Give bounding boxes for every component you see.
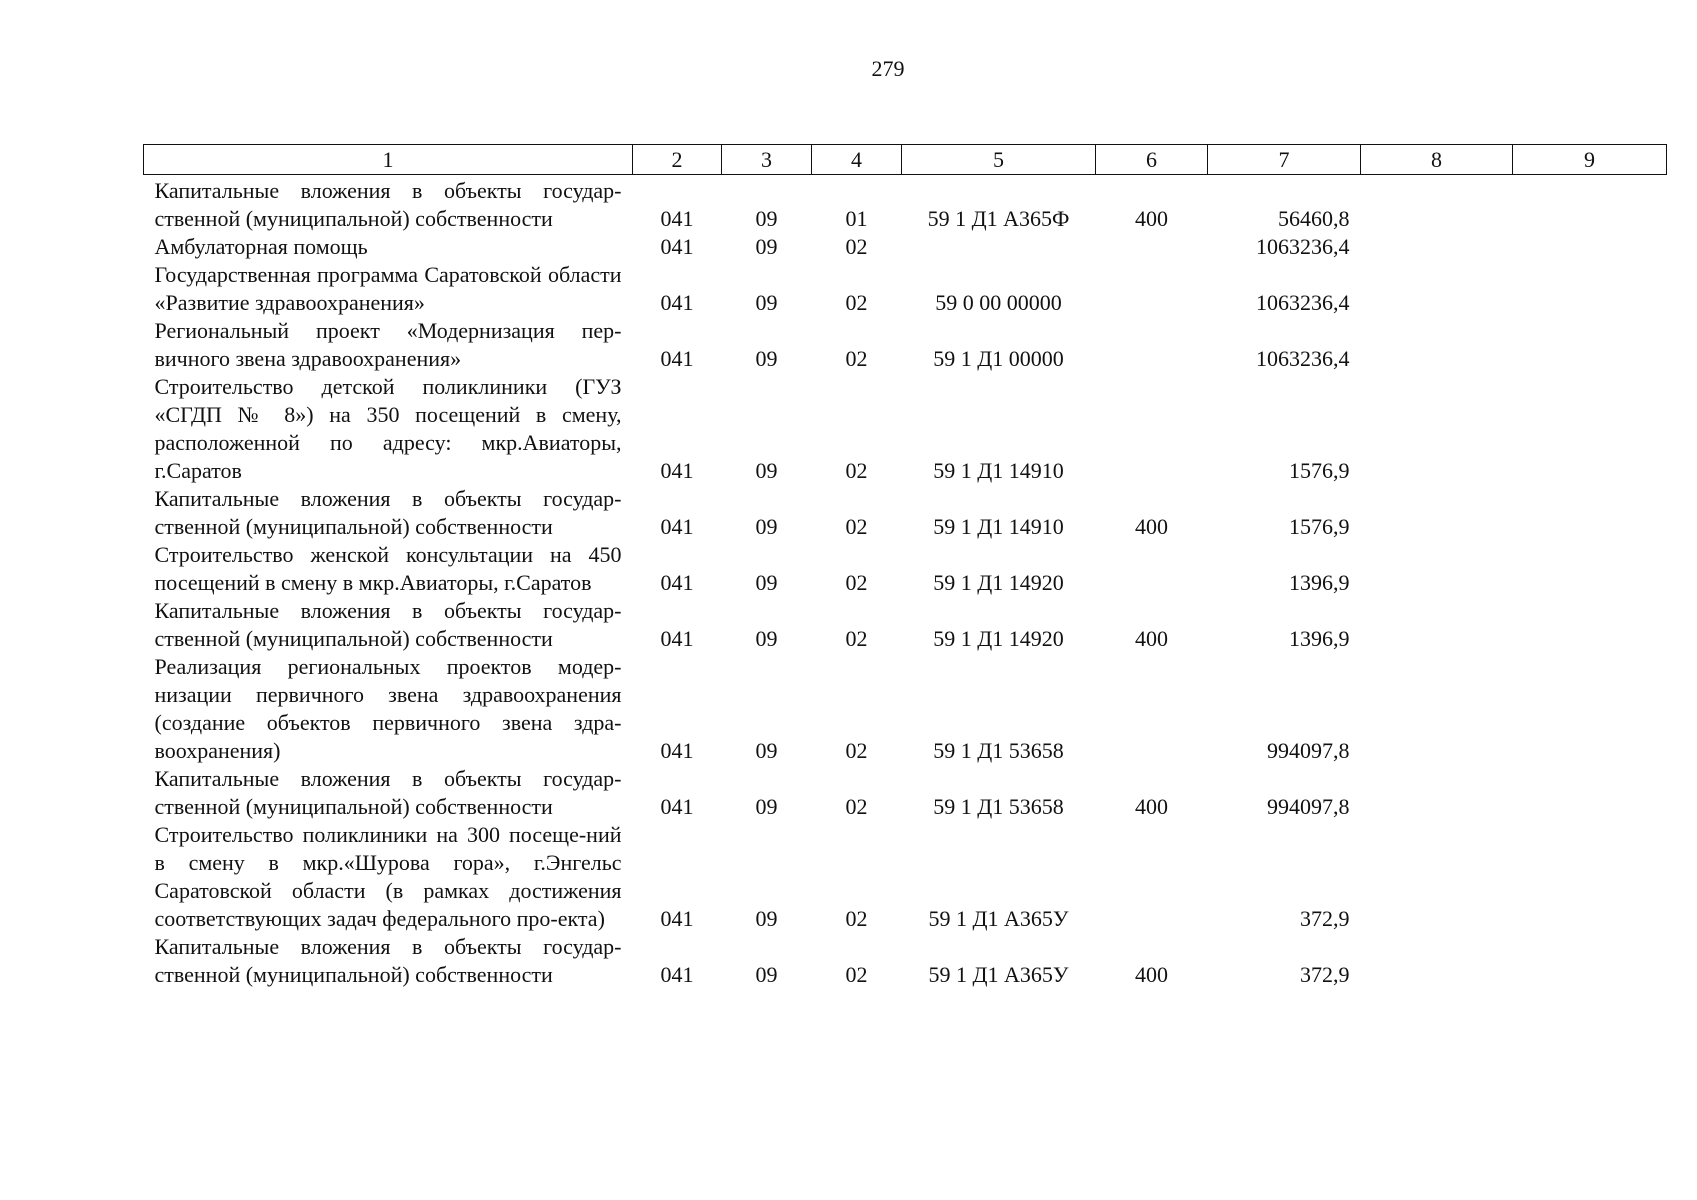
expense-type-code: 400 <box>1135 514 1168 539</box>
target-article-code: 59 1 Д1 14910 <box>933 514 1064 539</box>
amount: 1063236,4 <box>1256 346 1350 371</box>
expense-type-code <box>1096 653 1208 765</box>
section-code: 09 <box>755 626 778 651</box>
section-code: 09 <box>755 570 778 595</box>
table-row <box>144 175 1667 234</box>
table-row <box>144 317 1667 373</box>
expense-type-code: 400 <box>1135 626 1168 651</box>
target-article-code: 59 1 Д1 А365У <box>928 962 1069 987</box>
table-row <box>144 765 1667 821</box>
table-row <box>144 821 1667 933</box>
section-code: 09 <box>755 906 778 931</box>
amount-col8 <box>1361 373 1513 485</box>
subsection-code: 02 <box>845 290 868 315</box>
page-number: 279 <box>871 56 905 81</box>
amount: 372,9 <box>1300 906 1350 931</box>
subsection-code: 02 <box>845 234 868 259</box>
column-header: 1 <box>144 145 633 175</box>
section-code: 09 <box>755 458 778 483</box>
amount-col9 <box>1513 317 1667 373</box>
ministry-code: 041 <box>660 206 694 231</box>
amount-col9 <box>1513 261 1667 317</box>
amount: 1576,9 <box>1289 514 1350 539</box>
amount-col9 <box>1513 373 1667 485</box>
column-header: 9 <box>1513 145 1667 175</box>
row-name: Капитальные вложения в объекты государ-ственной (муниципальной) собственности <box>154 178 622 231</box>
amount: 994097,8 <box>1267 794 1350 819</box>
target-article-code: 59 0 00 00000 <box>935 290 1062 315</box>
amount-col8 <box>1361 653 1513 765</box>
subsection-code: 02 <box>845 626 868 651</box>
ministry-code: 041 <box>660 346 694 371</box>
amount-col9 <box>1513 541 1667 597</box>
expense-type-code: 400 <box>1135 206 1168 231</box>
row-name: Капитальные вложения в объекты государ-ственной (муниципальной) собственности <box>154 486 622 539</box>
column-header: 4 <box>812 145 902 175</box>
row-name: Строительство женской консультации на 450 посещений в смену в мкр.Авиаторы, г.Саратов <box>154 542 622 595</box>
expense-type-code <box>1096 821 1208 933</box>
amount-col9 <box>1513 485 1667 541</box>
budget-table <box>143 144 1667 989</box>
expense-type-code <box>1096 233 1208 261</box>
row-name: Региональный проект «Модернизация пер-вичного звена здравоохранения» <box>154 318 622 371</box>
amount: 56460,8 <box>1278 206 1350 231</box>
column-header: 7 <box>1208 145 1361 175</box>
amount-col9 <box>1513 175 1667 234</box>
target-article-code: 59 1 Д1 А365У <box>928 906 1069 931</box>
expense-type-code <box>1096 317 1208 373</box>
amount: 1063236,4 <box>1256 234 1350 259</box>
table-row <box>144 373 1667 485</box>
ministry-code: 041 <box>660 626 694 651</box>
subsection-code: 02 <box>845 794 868 819</box>
section-code: 09 <box>755 346 778 371</box>
section-code: 09 <box>755 290 778 315</box>
row-name: Реализация региональных проектов модер-низации первичного звена здравоохранения (создание объектов первичного звена здра-воохранения) <box>154 654 622 763</box>
section-code: 09 <box>755 234 778 259</box>
subsection-code: 02 <box>845 962 868 987</box>
column-header: 3 <box>722 145 812 175</box>
target-article-code: 59 1 Д1 14920 <box>933 626 1064 651</box>
ministry-code: 041 <box>660 738 694 763</box>
table-row <box>144 933 1667 989</box>
section-code: 09 <box>755 738 778 763</box>
table-row <box>144 541 1667 597</box>
target-article-code: 59 1 Д1 53658 <box>933 738 1064 763</box>
target-article-code: 59 1 Д1 А365Ф <box>927 206 1070 231</box>
amount: 1576,9 <box>1289 458 1350 483</box>
ministry-code: 041 <box>660 570 694 595</box>
amount-col8 <box>1361 765 1513 821</box>
table-row <box>144 597 1667 653</box>
amount: 372,9 <box>1300 962 1350 987</box>
row-name: Амбулаторная помощь <box>154 234 368 259</box>
subsection-code: 02 <box>845 906 868 931</box>
subsection-code: 01 <box>845 206 868 231</box>
section-code: 09 <box>755 206 778 231</box>
target-article-code <box>902 233 1096 261</box>
section-code: 09 <box>755 794 778 819</box>
amount-col8 <box>1361 233 1513 261</box>
ministry-code: 041 <box>660 794 694 819</box>
ministry-code: 041 <box>660 514 694 539</box>
amount-col9 <box>1513 933 1667 989</box>
amount-col8 <box>1361 485 1513 541</box>
row-name: Строительство детской поликлиники (ГУЗ «СГДП № 8») на 350 посещений в смену, расположенной по адресу: мкр.Авиаторы, г.Саратов <box>154 374 622 483</box>
target-article-code: 59 1 Д1 14920 <box>933 570 1064 595</box>
row-name: Строительство поликлиники на 300 посеще-ний в смену в мкр.«Шурова гора», г.Энгельс Саратовской области (в рамках достижения соответствующих задач федерального про-екта) <box>154 822 622 931</box>
expense-type-code <box>1096 373 1208 485</box>
target-article-code: 59 1 Д1 14910 <box>933 458 1064 483</box>
table-row <box>144 653 1667 765</box>
amount-col9 <box>1513 653 1667 765</box>
column-number-header-row <box>144 145 1667 175</box>
ministry-code: 041 <box>660 234 694 259</box>
amount-col8 <box>1361 175 1513 234</box>
section-code: 09 <box>755 962 778 987</box>
table-row <box>144 233 1667 261</box>
subsection-code: 02 <box>845 346 868 371</box>
column-header: 5 <box>902 145 1096 175</box>
amount-col8 <box>1361 821 1513 933</box>
column-header: 6 <box>1096 145 1208 175</box>
table-row <box>144 261 1667 317</box>
amount-col8 <box>1361 597 1513 653</box>
amount: 1396,9 <box>1289 570 1350 595</box>
ministry-code: 041 <box>660 458 694 483</box>
ministry-code: 041 <box>660 962 694 987</box>
amount-col8 <box>1361 933 1513 989</box>
expense-type-code <box>1096 541 1208 597</box>
amount: 994097,8 <box>1267 738 1350 763</box>
ministry-code: 041 <box>660 290 694 315</box>
section-code: 09 <box>755 514 778 539</box>
expense-type-code: 400 <box>1135 794 1168 819</box>
amount-col8 <box>1361 317 1513 373</box>
amount-col9 <box>1513 597 1667 653</box>
amount-col8 <box>1361 541 1513 597</box>
target-article-code: 59 1 Д1 53658 <box>933 794 1064 819</box>
amount-col8 <box>1361 261 1513 317</box>
column-header: 2 <box>633 145 722 175</box>
row-name: Капитальные вложения в объекты государ-ственной (муниципальной) собственности <box>154 934 622 987</box>
subsection-code: 02 <box>845 514 868 539</box>
subsection-code: 02 <box>845 738 868 763</box>
amount-col9 <box>1513 233 1667 261</box>
row-name: Государственная программа Саратовской области «Развитие здравоохранения» <box>154 262 622 315</box>
row-name: Капитальные вложения в объекты государ-ственной (муниципальной) собственности <box>154 598 622 651</box>
target-article-code: 59 1 Д1 00000 <box>933 346 1064 371</box>
amount: 1063236,4 <box>1256 290 1350 315</box>
column-header: 8 <box>1361 145 1513 175</box>
row-name: Капитальные вложения в объекты государ-ственной (муниципальной) собственности <box>154 766 622 819</box>
subsection-code: 02 <box>845 458 868 483</box>
subsection-code: 02 <box>845 570 868 595</box>
amount-col9 <box>1513 765 1667 821</box>
amount: 1396,9 <box>1289 626 1350 651</box>
amount-col9 <box>1513 821 1667 933</box>
ministry-code: 041 <box>660 906 694 931</box>
table-row <box>144 485 1667 541</box>
expense-type-code: 400 <box>1135 962 1168 987</box>
expense-type-code <box>1096 261 1208 317</box>
